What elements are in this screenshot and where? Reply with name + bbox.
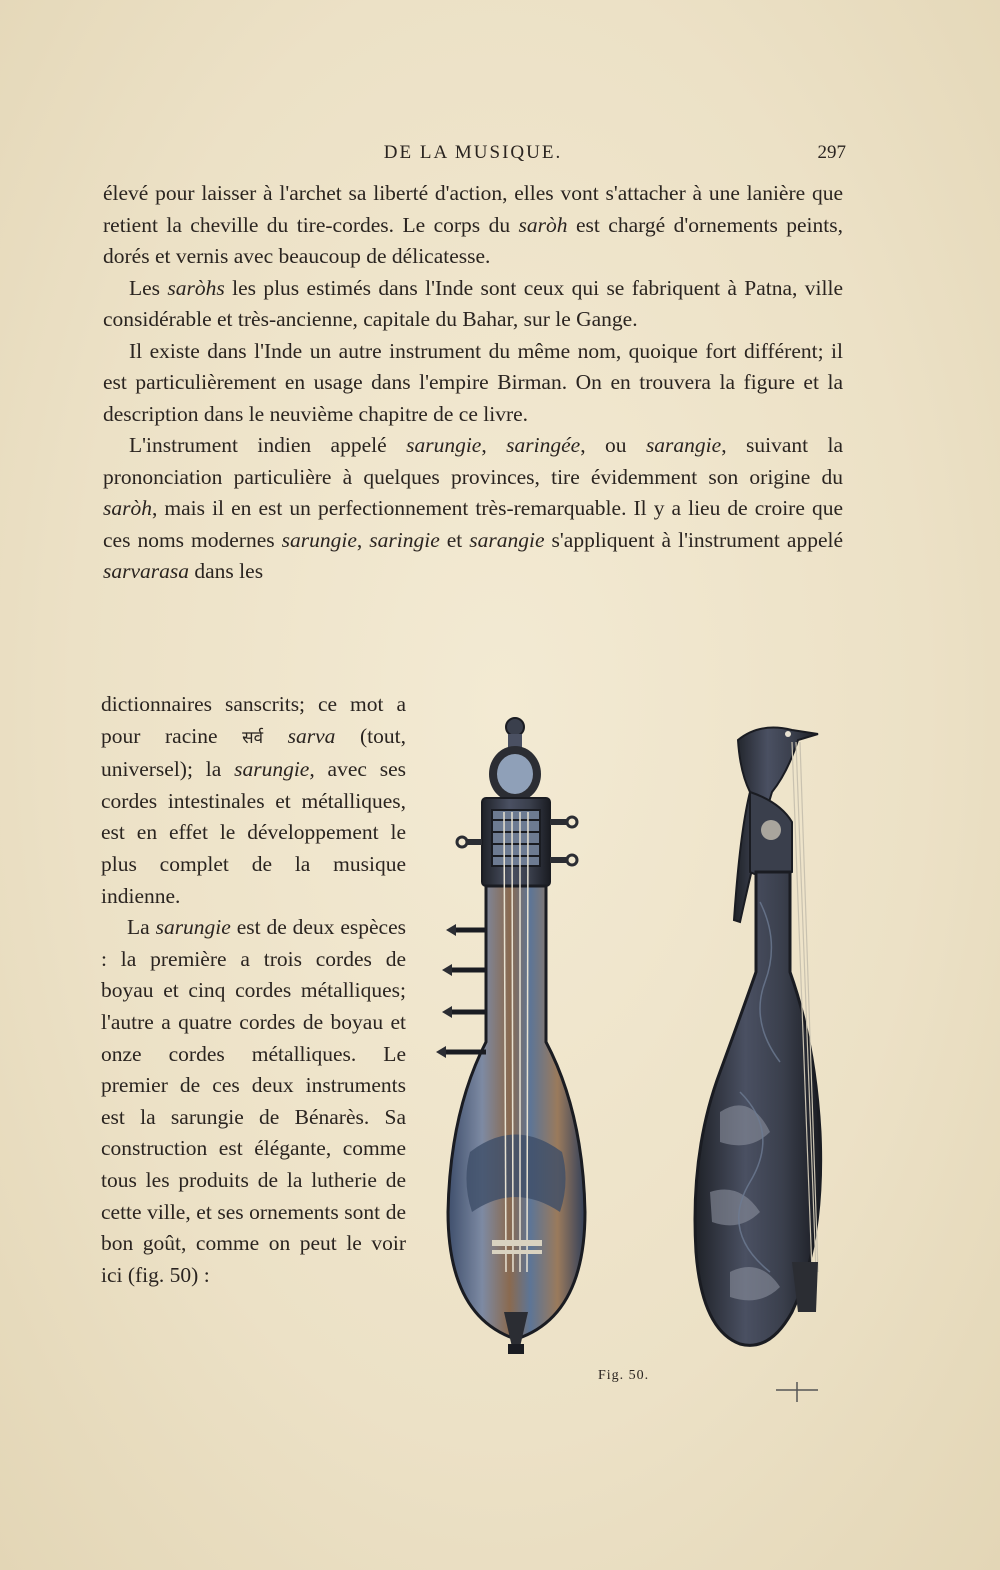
devanagari-word: सर्व	[242, 727, 264, 748]
paragraph-1: élevé pour laisser à l'archet sa liberté d'action, elles vont s'attacher à une lanière que retient la cheville du tire-cordes. Le corps du saròh est chargé d'ornements peints, dorés et vernis avec beaucoup de délicatesse.	[103, 181, 843, 268]
paragraph-4-continued: dictionnaires sanscrits; ce mot a pour racine सर्व sarva (tout, universel); la sarungie, avec ses cordes intestinales et métalliques, est en effet le développement le plus complet de la musique indienne.	[101, 692, 407, 908]
running-title: DE LA MUSIQUE.	[383, 142, 563, 163]
small-cross-mark	[776, 1382, 818, 1402]
paragraph-5: La sarungie est de deux espèces : la première a trois cordes de boyau et cinq cordes métalliques; l'autre a quatre cordes de boyau et onze cordes métalliques. Le premier de ces deux instruments est la sarungie de Bénarès. Sa construction est élégante, comme tous les produits de la lutherie de cette ville, et ses ornements sont de bon goût, comme on peut le voir ici (fig. 50) :	[101, 915, 407, 1287]
paragraph-4: L'instrument indien appelé sarungie, saringée, ou sarangie, suivant la prononciation particulière à quelques provinces, tire évidemment son origine du saròh, mais il en est un perfectionnement très-remarquable. Il y a lieu de croire que ces noms modernes sarungie, saringie et sarangie s'appliquent à l'instrument appelé sarvarasa dans les	[103, 433, 844, 583]
left-column-text	[101, 689, 406, 1291]
figure-caption: Fig. 50.	[598, 1368, 650, 1383]
sarungie-front-view	[436, 718, 585, 1354]
page-number: 297	[817, 142, 846, 163]
sarungie-side-view	[695, 728, 821, 1346]
paragraph-3: Il existe dans l'Inde un autre instrument du même nom, quoique fort différent; il est particulièrement en usage dans l'empire Birman. On en trouvera la figure et la description dans le neuvième chapitre de ce livre.	[103, 338, 843, 426]
running-head	[100, 140, 846, 170]
sarungie-illustration	[420, 712, 850, 1402]
body-text	[103, 178, 843, 588]
paragraph-2: Les saròhs les plus estimés dans l'Inde sont ceux qui se fabriquent à Patna, ville considérable et très-ancienne, capitale du Bahar, sur le Gange.	[103, 275, 843, 331]
